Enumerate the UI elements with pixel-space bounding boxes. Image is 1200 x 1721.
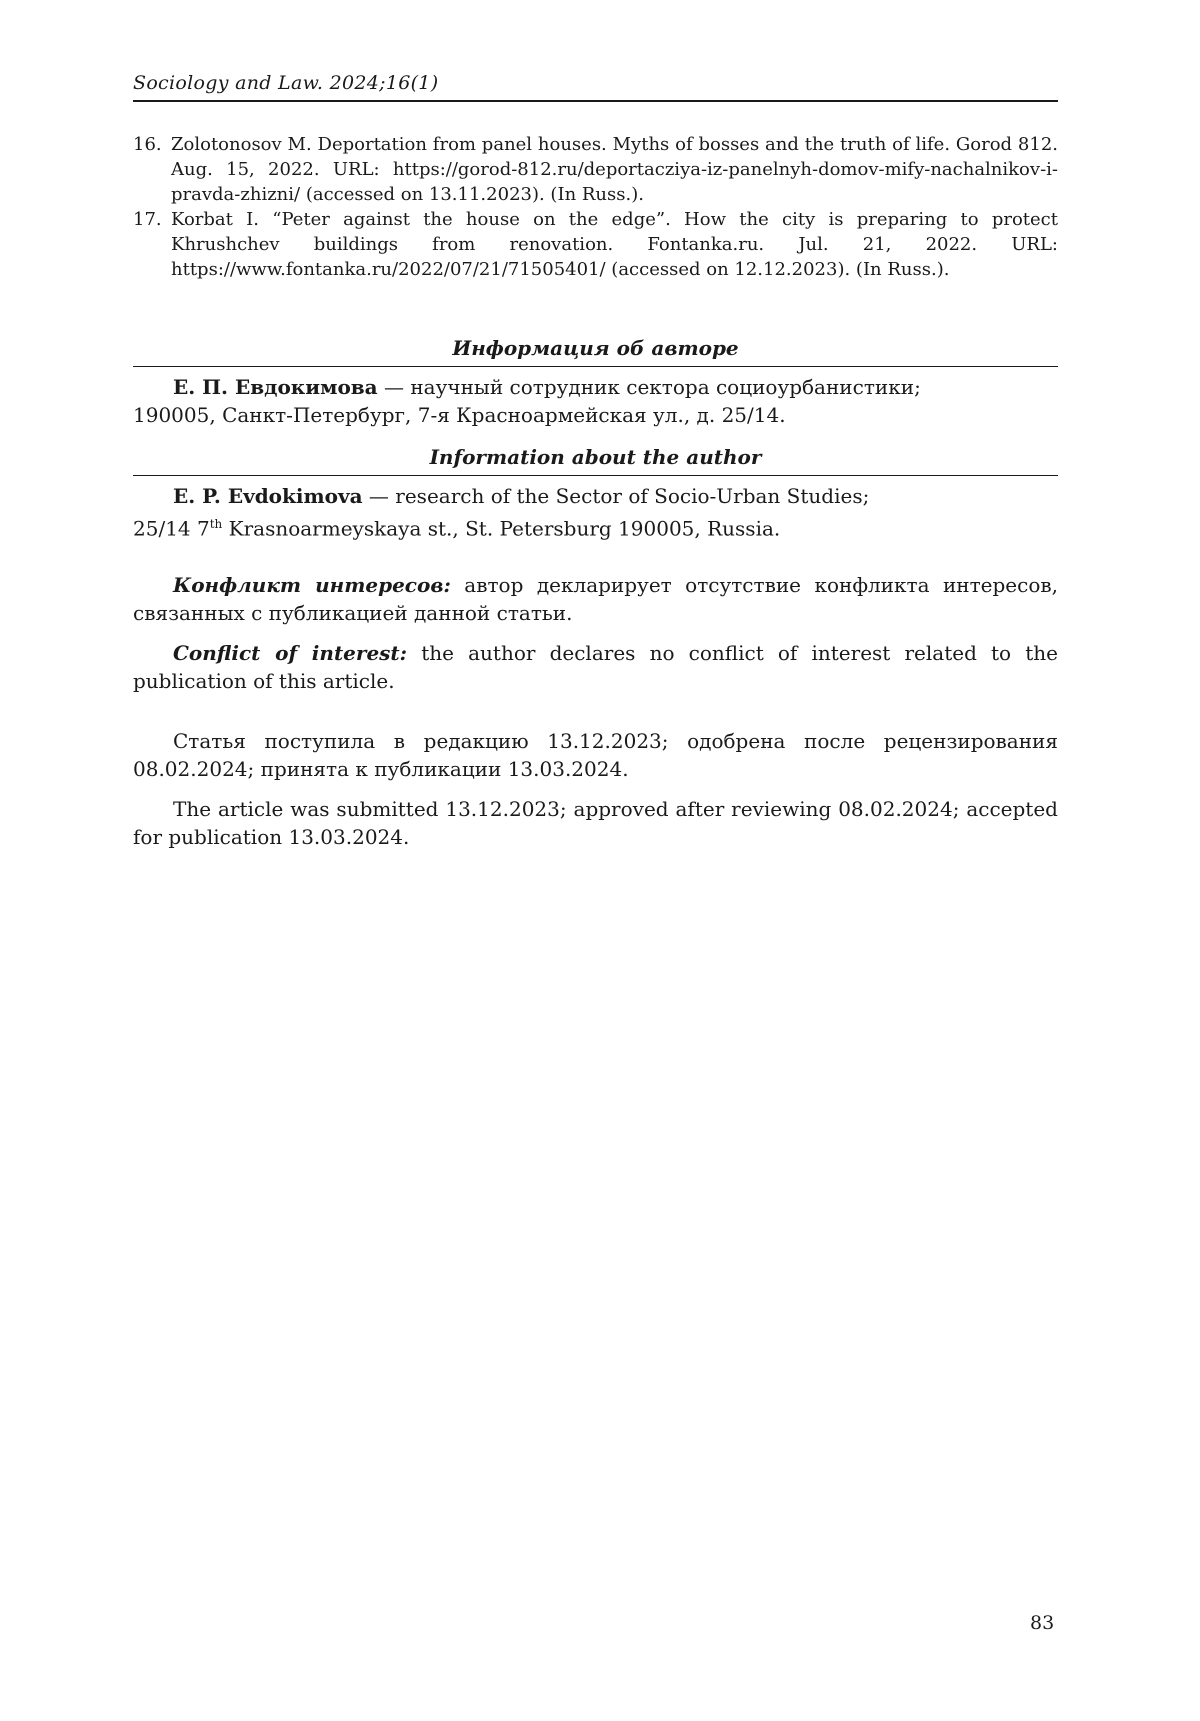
author-info-ru [133, 367, 1058, 429]
address-part: Krasnoarmeyskaya st., St. Petersburg 190005, Russia. [222, 516, 781, 541]
author-line-en [133, 482, 1058, 510]
reference-number: 16. [133, 134, 162, 155]
page-number: 83 [1030, 1612, 1055, 1634]
author-address-en [133, 510, 1058, 543]
author-info-title-ru: Информация об авторе [133, 336, 1058, 367]
conflict-text-en: the author declares no conflict of interest related to the publication of this article. [133, 640, 1058, 693]
author-role-en: — research of the Sector of Socio-Urban Studies; [362, 484, 870, 508]
reference-text: Korbat I. “Peter against the house on the edge”. How the city is preparing to protect Khrushchev buildings from renovation. Fontanka.ru. Jul. 21, 2022. URL: https://www.fontanka.ru/2022/07/21/71505401/ (accessed on 12.12.2023). (In Russ.). [171, 209, 1058, 280]
conflict-of-interest-ru [133, 571, 1058, 627]
address-superscript: th [209, 517, 223, 531]
reference-list [133, 132, 1058, 282]
conflict-label-ru: Конфликт интересов: [173, 572, 451, 597]
address-part: 25/14 7 [133, 516, 210, 541]
reference-item [133, 207, 1058, 282]
author-line-ru [133, 373, 1058, 401]
reference-item [133, 132, 1058, 207]
author-role-ru: — научный сотрудник сектора социоурбанистики; [377, 375, 921, 399]
conflict-of-interest-en [133, 639, 1058, 695]
running-header: Sociology and Law. 2024;16(1) [133, 72, 1058, 102]
article-dates-ru: Статья поступила в редакцию 13.12.2023; одобрена после рецензирования 08.02.2024; принята к публикации 13.03.2024. [133, 728, 1058, 781]
conflict-label-en: Conflict of interest: [173, 640, 408, 665]
author-name-ru: Е. П. Евдокимова [173, 375, 378, 399]
page-content [133, 72, 1058, 851]
author-name-en: E. P. Evdokimova [173, 484, 363, 508]
conflict-text-ru: автор декларирует отсутствие конфликта интересов, связанных с публикацией данной статьи. [133, 572, 1058, 625]
author-address-ru: 190005, Санкт-Петербург, 7-я Красноармейская ул., д. 25/14. [133, 403, 786, 427]
author-info-title-en: Information about the author [133, 445, 1058, 476]
author-info-en [133, 476, 1058, 543]
article-dates-en: The article was submitted 13.12.2023; approved after reviewing 08.02.2024; accepted for publication 13.03.2024. [133, 796, 1058, 849]
reference-text: Zolotonosov M. Deportation from panel houses. Myths of bosses and the truth of life. Gorod 812. Aug. 15, 2022. URL: https://gorod-812.ru/deportacziya-iz-panelnyh-domov-mify-nachalnikov-i-pravda-zhizni/ (accessed on 13.11.2023). (In Russ.). [171, 134, 1058, 205]
reference-number: 17. [133, 209, 162, 230]
